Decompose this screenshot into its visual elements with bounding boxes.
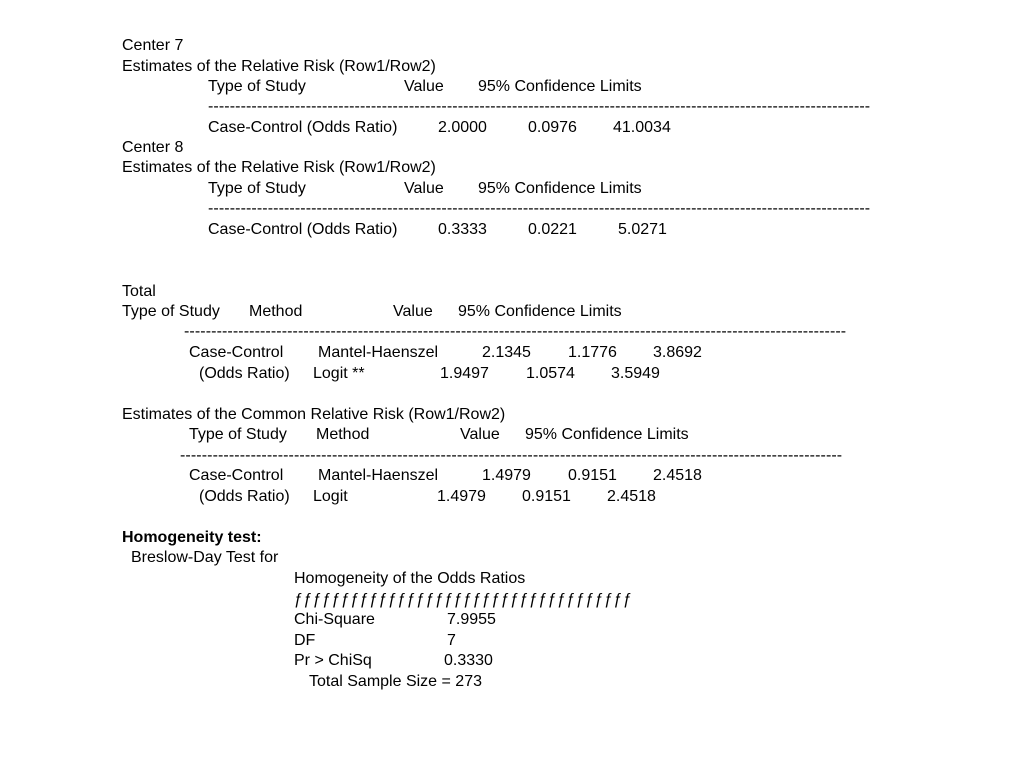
common-col-value: Value [460,426,500,443]
common-col-type: Type of Study [189,426,287,443]
total-row1-lower: 1.1776 [568,344,617,361]
total-col-value: Value [393,303,433,320]
total-row1-upper: 3.8692 [653,344,702,361]
center7-row-value: 2.0000 [438,119,487,136]
center8-row-value: 0.3333 [438,221,487,238]
center7-separator: -------------------------------------------------------------------------------------------------------------------------- [208,98,871,115]
total-col-method: Method [249,303,303,320]
total-row1-method: Mantel-Haenszel [318,344,439,361]
common-separator: -------------------------------------------------------------------------------------------------------------------------- [180,447,843,464]
total-separator: -------------------------------------------------------------------------------------------------------------------------- [184,323,847,340]
center8-row-lower: 0.0221 [528,221,577,238]
center7-col-type: Type of Study [208,78,306,95]
center8-heading: Center 8 [122,139,184,156]
common-row2-upper: 2.4518 [607,488,656,505]
center7-estimates-title: Estimates of the Relative Risk (Row1/Row2) [122,58,436,75]
total-row2-method: Logit ** [313,365,365,382]
center7-col-value: Value [404,78,444,95]
common-row1-type: Case-Control [189,467,284,484]
common-row1-value: 1.4979 [482,467,531,484]
total-heading: Total [122,283,156,300]
total-row1-type: Case-Control [189,344,284,361]
total-row1-value: 2.1345 [482,344,531,361]
center8-row-upper: 5.0271 [618,221,667,238]
center8-estimates-title: Estimates of the Relative Risk (Row1/Row2) [122,159,436,176]
breslow-day-label: Breslow-Day Test for [131,549,279,566]
pvalue-label: Pr > ChiSq [294,652,372,669]
df-label: DF [294,632,316,649]
df-value: 7 [447,632,456,649]
center7-row-type: Case-Control (Odds Ratio) [208,119,398,136]
center7-row-upper: 41.0034 [613,119,671,136]
common-row2-type: (Odds Ratio) [199,488,290,505]
common-row1-upper: 2.4518 [653,467,702,484]
center7-col-ci: 95% Confidence Limits [478,78,642,95]
common-col-method: Method [316,426,370,443]
center7-row-lower: 0.0976 [528,119,577,136]
chisq-label: Chi-Square [294,611,375,628]
center8-col-type: Type of Study [208,180,306,197]
common-title: Estimates of the Common Relative Risk (Row1/Row2) [122,406,506,423]
center7-heading: Center 7 [122,37,184,54]
common-row2-method: Logit [313,488,348,505]
total-col-type: Type of Study [122,303,220,320]
homogeneity-rule: ƒƒƒƒƒƒƒƒƒƒƒƒƒƒƒƒƒƒƒƒƒƒƒƒƒƒƒƒƒƒƒƒƒƒƒƒ [294,591,633,608]
common-row2-lower: 0.9151 [522,488,571,505]
total-row2-lower: 1.0574 [526,365,575,382]
chisq-value: 7.9955 [447,611,496,628]
total-col-ci: 95% Confidence Limits [458,303,622,320]
center8-col-ci: 95% Confidence Limits [478,180,642,197]
total-sample-size: Total Sample Size = 273 [309,673,482,690]
total-row2-upper: 3.5949 [611,365,660,382]
common-row1-lower: 0.9151 [568,467,617,484]
center8-col-value: Value [404,180,444,197]
total-row2-type: (Odds Ratio) [199,365,290,382]
homogeneity-title: Homogeneity test: [122,529,262,546]
common-row1-method: Mantel-Haenszel [318,467,439,484]
homogeneity-subtitle: Homogeneity of the Odds Ratios [294,570,526,587]
pvalue-value: 0.3330 [444,652,493,669]
center8-separator: -------------------------------------------------------------------------------------------------------------------------- [208,200,871,217]
total-row2-value: 1.9497 [440,365,489,382]
center8-row-type: Case-Control (Odds Ratio) [208,221,398,238]
common-row2-value: 1.4979 [437,488,486,505]
common-col-ci: 95% Confidence Limits [525,426,689,443]
